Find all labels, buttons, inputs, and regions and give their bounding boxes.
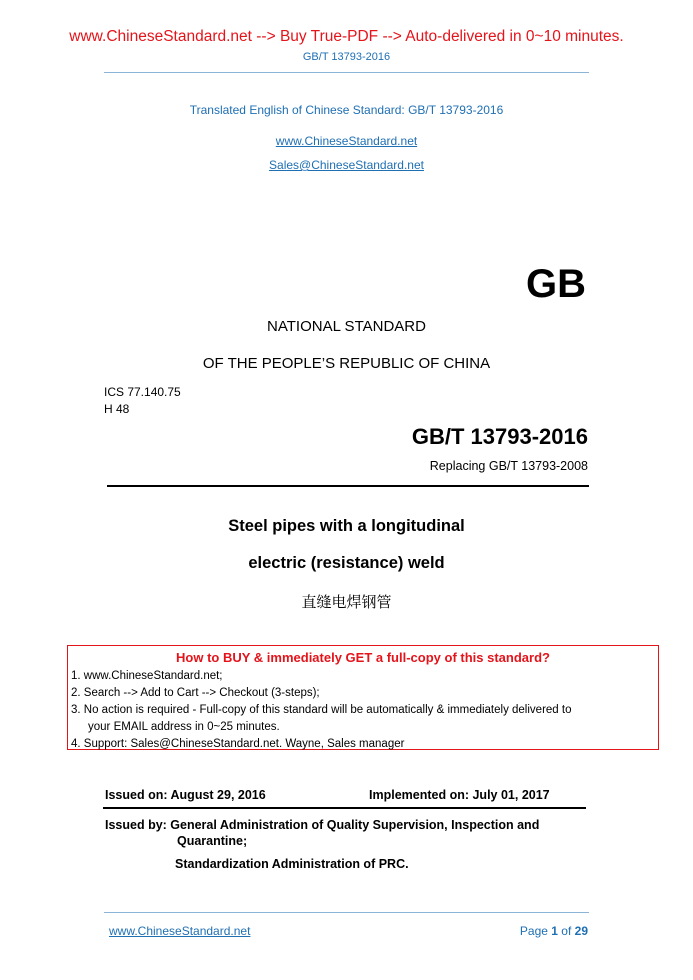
- footer-link-wrapper: [109, 924, 250, 938]
- issued-on: Issued on: August 29, 2016: [105, 788, 266, 802]
- page-number: [520, 924, 588, 938]
- site-link[interactable]: www.ChineseStandard.net: [275, 134, 418, 148]
- issued-by-cont: Quarantine;: [177, 834, 248, 848]
- national-standard: NATIONAL STANDARD: [267, 318, 426, 335]
- page-prefix: Page: [519, 924, 552, 938]
- email-link[interactable]: Sales@ChineseStandard.net: [269, 158, 424, 172]
- h-code: H 48: [104, 402, 130, 416]
- site-link-wrapper: [0, 132, 693, 150]
- title-line-1: Steel pipes with a longitudinal: [228, 517, 465, 535]
- issue-divider: [103, 807, 586, 809]
- buy-step-1[interactable]: 1. www.ChineseStandard.net;: [71, 670, 223, 682]
- ics-code: ICS 77.140.75: [104, 385, 181, 399]
- title-line-2: electric (resistance) weld: [248, 554, 445, 572]
- footer-site-link[interactable]: www.ChineseStandard.net: [109, 924, 251, 938]
- buy-step-3: 3. No action is required - Full-copy of this standard will be automatically & immediately delivered to: [71, 704, 572, 716]
- issued-by-sac: Standardization Administration of PRC.: [175, 857, 409, 871]
- implemented-on: Implemented on: July 01, 2017: [369, 788, 550, 802]
- replacing-note: Replacing GB/T 13793-2008: [429, 459, 588, 473]
- issued-by: Issued by: General Administration of Quality Supervision, Inspection and: [105, 818, 540, 832]
- buy-info-box: [67, 645, 659, 750]
- page-of: of: [557, 924, 575, 938]
- buy-steps-list: [71, 668, 571, 753]
- country-name: OF THE PEOPLE’S REPUBLIC OF CHINA: [202, 355, 491, 372]
- page-current: 1: [551, 924, 558, 938]
- buy-step-3-cont: your EMAIL address in 0~25 minutes.: [88, 721, 280, 733]
- top-banner[interactable]: www.ChineseStandard.net --> Buy True-PDF --> Auto-delivered in 0~10 minutes.: [69, 28, 624, 45]
- title-chinese: 直缝电焊钢管: [301, 593, 392, 611]
- page-total: 29: [574, 924, 588, 938]
- footer-divider: [104, 912, 589, 913]
- buy-heading: How to BUY & immediately GET a full-copy of this standard?: [176, 650, 550, 665]
- gb-mark: GB: [526, 262, 586, 306]
- email-link-wrapper: [0, 156, 693, 174]
- translated-note: Translated English of Chinese Standard: GB/T 13793-2016: [189, 103, 504, 117]
- standard-number: GB/T 13793-2016: [411, 424, 588, 449]
- buy-step-4: 4. Support: Sales@ChineseStandard.net. Wayne, Sales manager: [71, 738, 405, 750]
- title-divider: [107, 485, 589, 487]
- header-doc-code: GB/T 13793-2016: [302, 51, 391, 63]
- buy-step-2: 2. Search --> Add to Cart --> Checkout (3-steps);: [71, 687, 320, 699]
- header-divider: [104, 72, 589, 73]
